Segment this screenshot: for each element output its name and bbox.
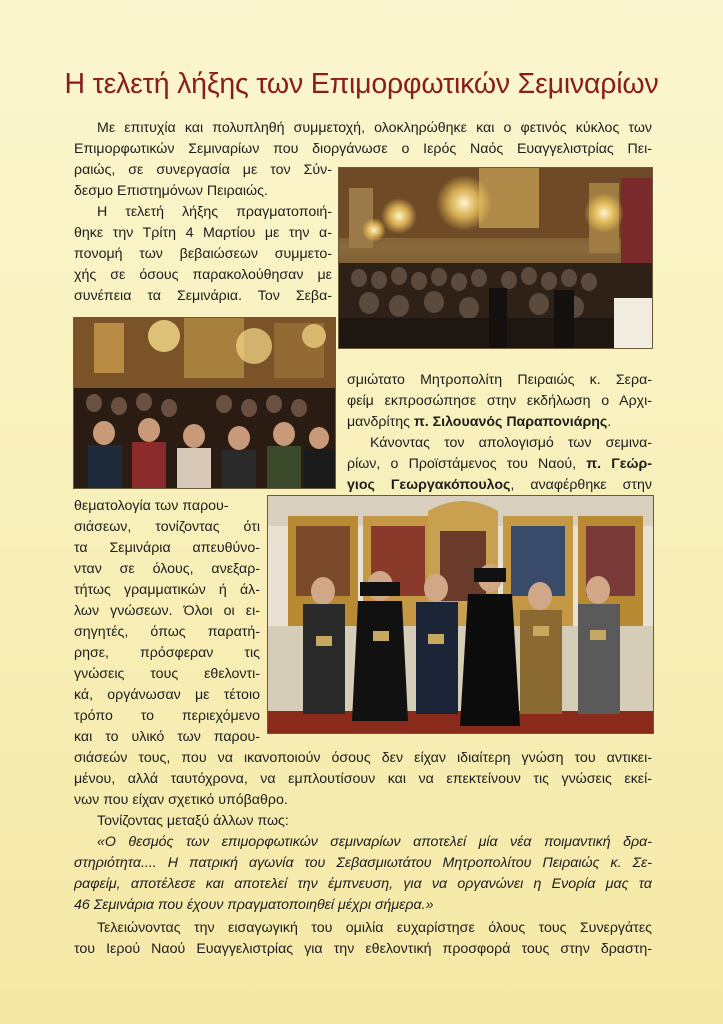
text-line: συνέπεια τα Σεμινάρια. Τον Σεβα- — [74, 288, 332, 304]
text-line: σιάσεών τους, που να ικανοποιούν όσους δεν είχαν ιδιαίτερη γνώση του αντικει- — [74, 750, 652, 766]
text-line: νταν σε όλους, ανεξαρ- — [74, 561, 260, 577]
text-span: . — [607, 414, 612, 430]
text-line: του Ιερού Ναού Ευαγγελιστρίας για την εθελοντική προσφορά τους στην δραστη- — [74, 941, 652, 957]
text-line: Τονίζοντας μεταξύ άλλων πως: — [97, 813, 289, 829]
text-line: τα Σεμινάρια απευθύνο- — [74, 540, 260, 556]
text-line: λων γνώσεων. Όλοι οι ει- — [74, 603, 260, 619]
text-line: και το υλικό των παρου- — [74, 729, 260, 745]
priest-name-georgios: π. Γεώρ- — [586, 456, 652, 472]
text-line: μένου, αλλά ταυτόχρονα, να εμπλουτίσουν και να επεκτείνουν τις γνώσεις εκεί- — [74, 771, 652, 787]
quote-line: ραφείμ, αποτέλεσε και αποτελεί την έμπνευση, για να οργανώνει η Ενορία μας τα — [74, 876, 652, 892]
text-line: Κάνοντας τον απολογισμό των σεμινα- — [370, 435, 652, 451]
priest-name-georgakopoulos: γιος Γεωργακόπουλος — [347, 477, 511, 493]
text-line: χής σε όσους παρακολούθησαν με — [74, 267, 332, 283]
text-line: Με επιτυχία και πολυπληθή συμμετοχή, ολοκληρώθηκε και ο φετινός κύκλος των — [97, 120, 652, 136]
text-line — [347, 412, 652, 432]
quote-line: 46 Σεμινάρια που έχουν πραγματοποιηθεί μέχρι σήμερα.» — [74, 897, 434, 913]
text-line: κά, οργάνωσαν με τέτοιο — [74, 687, 260, 703]
photo-church-audience-seated — [73, 317, 336, 489]
text-line: πονομή των βεβαιώσεων συμμετο- — [74, 246, 332, 262]
photo-certificate-recipients — [267, 495, 654, 734]
article-title: Η τελετή λήξης των Επιμορφωτικών Σεμιναρίων — [64, 68, 659, 100]
text-line — [347, 454, 652, 474]
quote-line: στηριότητα.... Η πατρική αγωνία του Σεβασμιωτάτου Μητροπολίτου Πειραιώς κ. Σε- — [74, 855, 652, 871]
text-line: θεματολογία των παρου- — [74, 498, 229, 514]
quote-line: «Ο θεσμός των επιμορφωτικών σεμιναρίων αποτελεί μία νέα ποιμαντική δρα- — [97, 834, 652, 850]
priest-name-silouanos: π. Σιλουανός Παραπονιάρης — [413, 414, 608, 430]
text-line: σμιώτατο Μητροπολίτη Πειραιώς κ. Σερα- — [347, 372, 652, 388]
text-line: ραιώς, σε συνεργασία με τον Σύν- — [74, 162, 332, 178]
text-line: σηγητές, όπως παρατή- — [74, 624, 260, 640]
text-line: Επιμορφωτικών Σεμιναρίων που διοργάνωσε ο Ιερός Ναός Ευαγγελιστρίας Πει- — [74, 141, 652, 157]
text-line: δεσμο Επιστημόνων Πειραιώς. — [74, 183, 268, 199]
text-line: θηκε την Τρίτη 4 Μαρτίου με την α- — [74, 225, 332, 241]
photo-church-audience-wide — [338, 167, 653, 349]
text-span: μανδρίτης — [347, 414, 414, 430]
text-line: νων που είχαν σχετικό υπόβαθρο. — [74, 792, 288, 808]
text-line: γνώσεις τους εθελοντι- — [74, 666, 260, 682]
text-line — [347, 475, 652, 495]
text-line: Τελειώνοντας την εισαγωγική του ομιλία ευχαρίστησε όλους τους Συνεργάτες — [97, 920, 652, 936]
text-line: τρόπο το περιεχόμενο — [74, 708, 260, 724]
text-line: Η τελετή λήξης πραγματοποιή- — [97, 204, 332, 220]
text-span: ρίων, ο Προϊστάμενος του Ναού, — [347, 456, 587, 472]
text-line: τήτως γραμματικών ή άλ- — [74, 582, 260, 598]
text-line: ρησε, πρόσφεραν τις — [74, 645, 260, 661]
text-line: σιάσεων, τονίζοντας ότι — [74, 519, 260, 535]
text-span: , αναφέρθηκε στην — [510, 477, 652, 493]
text-line: φείμ εκπροσώπησε στην εκδήλωση ο Αρχι- — [347, 393, 652, 409]
